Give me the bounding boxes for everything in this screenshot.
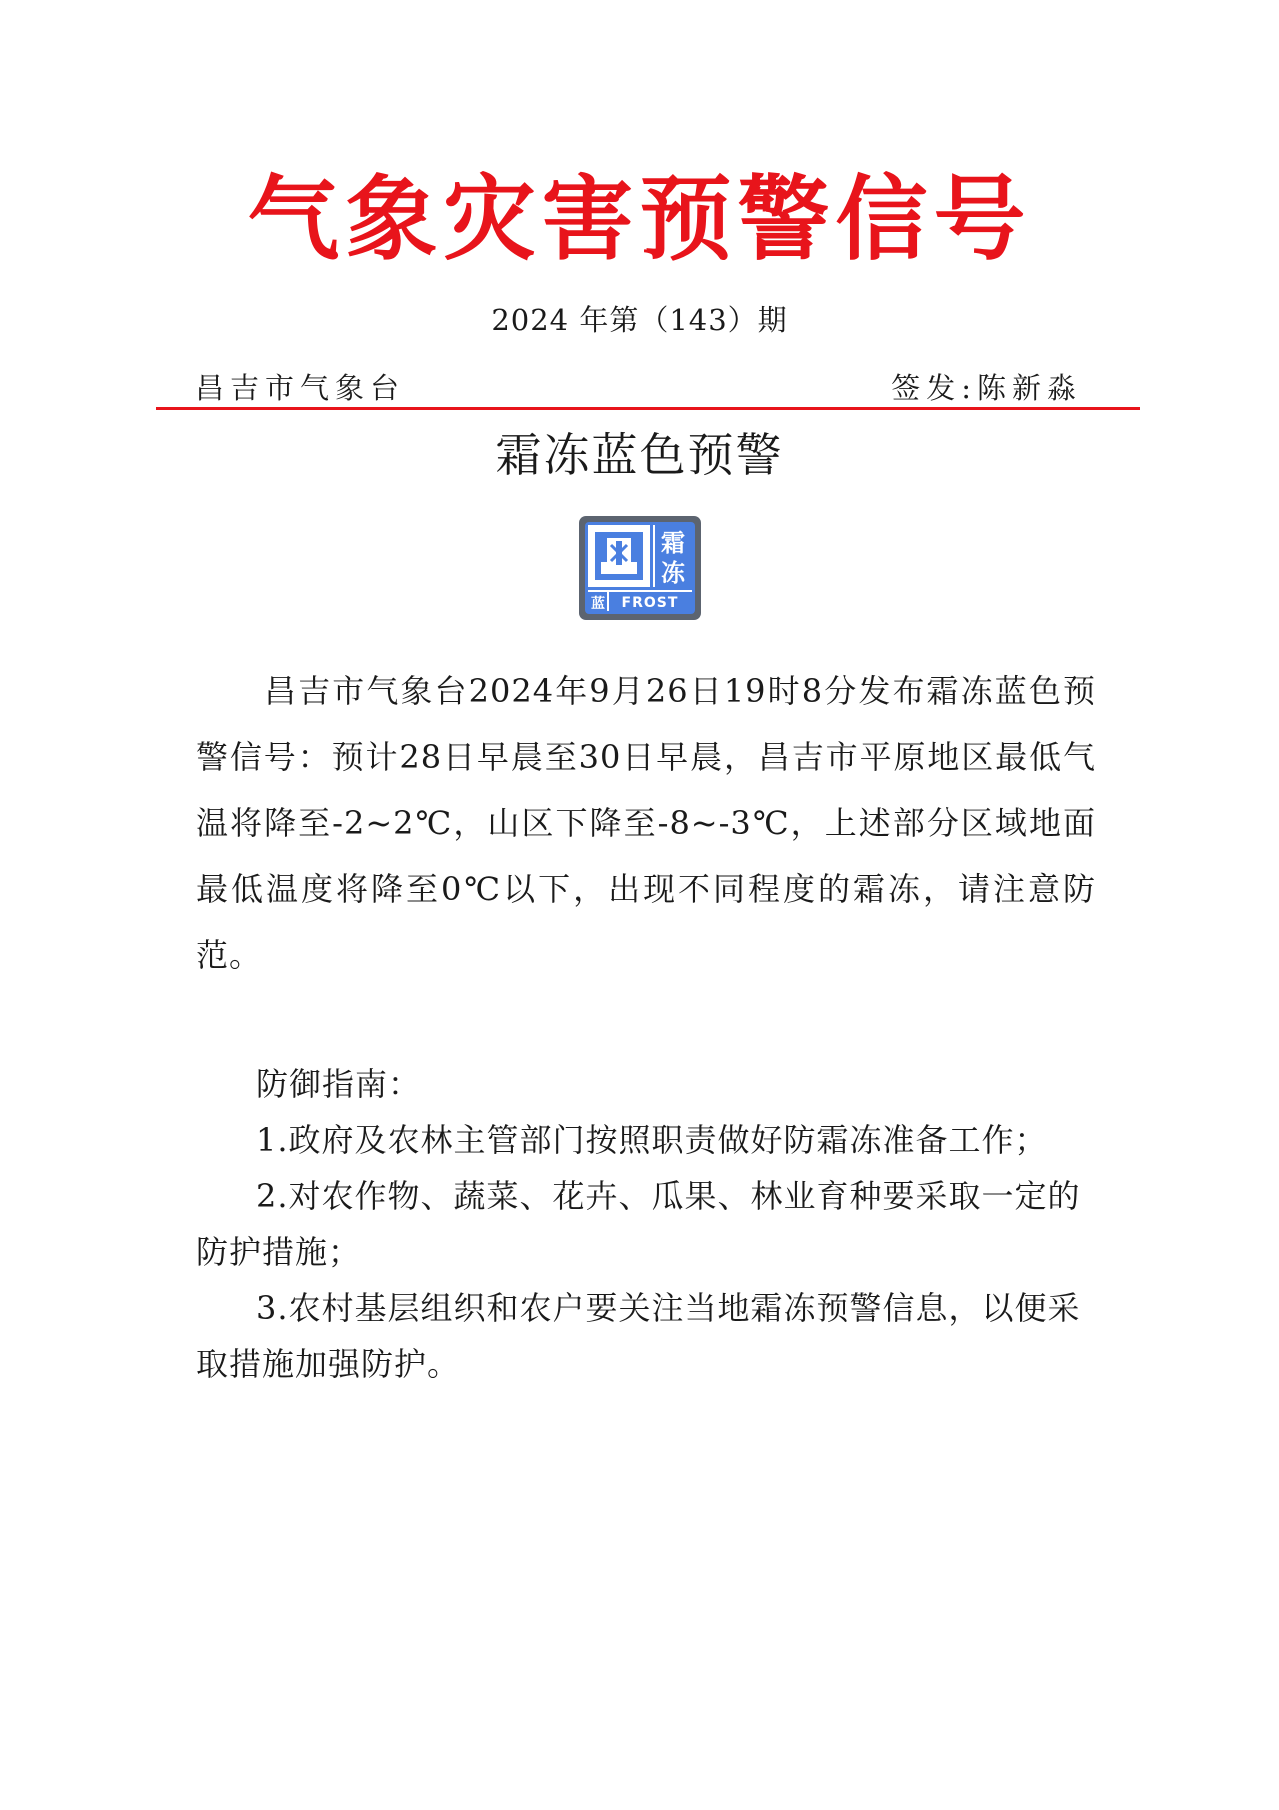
- badge-level-char: 蓝: [591, 596, 605, 612]
- warning-title: 霜冻蓝色预警: [495, 428, 784, 482]
- frost-warning-badge-icon: [578, 515, 702, 621]
- badge-char-2: 冻: [661, 559, 685, 587]
- warning-paragraph: 昌吉市气象台2024年9月26日19时8分发布霜冻蓝色预警信号：预计28日早晨至30日早晨，昌吉市平原地区最低气温将降至-2~2℃，山区下降至-8~-3℃，上述部分区域地面最低温度将降至0℃以下，出现不同程度的霜冻，请注意防范。: [196, 672, 1096, 974]
- issue-number: 2024 年第（143）期: [491, 303, 788, 337]
- guide-heading: 防御指南：: [256, 1065, 422, 1103]
- badge-label-en: FROST: [621, 595, 679, 611]
- masthead-title: 气象灾害预警信号: [247, 166, 1032, 273]
- header-divider: [156, 407, 1140, 410]
- signer-name: 签发:陈新淼: [891, 371, 1082, 405]
- guide-item: 2.对农作物、蔬菜、花卉、瓜果、林业育种要采取一定的防护措施；: [196, 1177, 1081, 1271]
- badge-char-1: 霜: [661, 529, 685, 557]
- guide-item: 3.农村基层组织和农户要关注当地霜冻预警信息，以便采取措施加强防护。: [196, 1289, 1081, 1383]
- issuer-name: 昌吉市气象台: [195, 371, 406, 405]
- guide-item: 1.政府及农林主管部门按照职责做好防霜冻准备工作；: [256, 1121, 1048, 1159]
- defense-guide: [196, 1056, 1096, 1392]
